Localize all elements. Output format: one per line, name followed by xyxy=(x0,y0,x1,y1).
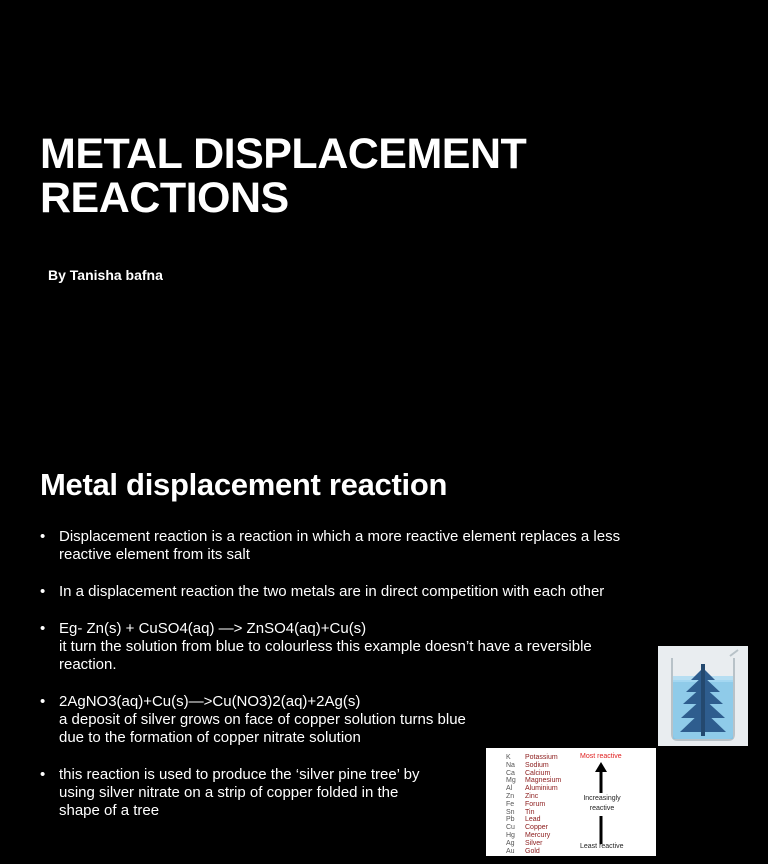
content-slide xyxy=(0,432,768,864)
element-name: Gold xyxy=(525,847,540,855)
element-name: Magnesium xyxy=(525,777,562,785)
element-symbol: Na xyxy=(506,761,515,769)
bullet-line: due to the formation of copper nitrate solution xyxy=(59,729,361,746)
element-symbols xyxy=(506,754,516,855)
increasing-label-line: Increasingly xyxy=(583,795,621,802)
element-name: Forum xyxy=(525,800,546,808)
bullet-line: • Displacement reaction is a reaction in which a more reactive element replaces a less xyxy=(59,528,621,545)
author-name: By Tanisha bafna xyxy=(48,267,163,283)
element-symbol: Fe xyxy=(506,800,515,808)
most-reactive-label: Most reactive xyxy=(580,753,622,760)
element-names xyxy=(525,754,561,855)
element-symbol: Hg xyxy=(506,831,515,839)
bullet-line: using silver nitrate on a strip of copper folded in the xyxy=(59,784,399,801)
element-name: Copper xyxy=(525,824,548,832)
bullet-item xyxy=(38,693,698,747)
bullet-item xyxy=(38,620,698,674)
element-symbol: Mg xyxy=(506,777,516,785)
element-name: Mercury xyxy=(525,831,551,839)
bullet-line: • In a displacement reaction the two metals are in direct competition with each other xyxy=(59,583,605,600)
bullet-line: • this reaction is used to produce the ‘silver pine tree’ by xyxy=(59,766,420,783)
element-symbol: Sn xyxy=(506,808,515,816)
element-symbol: Zn xyxy=(506,792,515,800)
element-symbol: Al xyxy=(506,785,513,793)
bullet-item xyxy=(38,528,698,564)
bullet-line: shape of a tree xyxy=(59,802,160,819)
element-name: Tin xyxy=(525,808,535,816)
element-name: Aluminium xyxy=(525,785,558,793)
bullet-line: a deposit of silver grows on face of copper solution turns blue xyxy=(59,711,466,728)
beaker-illustration xyxy=(658,646,748,746)
element-symbol: Au xyxy=(506,847,515,855)
element-name: Sodium xyxy=(525,761,549,769)
bullet-line: reactive element from its salt xyxy=(59,546,250,563)
bullet-line: • 2AgNO3(aq)+Cu(s)—>Cu(NO3)2(aq)+2Ag(s) xyxy=(59,693,361,710)
element-symbol: K xyxy=(506,754,511,761)
reactivity-series-image xyxy=(486,748,656,856)
increasing-reactive-label xyxy=(580,794,624,814)
slide-title: METAL DISPLACEMENT REACTIONS xyxy=(40,130,527,222)
element-name: Silver xyxy=(525,839,543,847)
content-title: Metal displacement reaction xyxy=(40,467,448,502)
element-name: Potassium xyxy=(525,754,558,761)
bullet-line: • Eg- Zn(s) + CuSO4(aq) —> ZnSO4(aq)+Cu(s) xyxy=(59,620,367,637)
element-name: Calcium xyxy=(525,769,551,777)
element-symbol: Ag xyxy=(506,839,515,847)
bullet-line: it turn the solution from blue to colourless this example doesn’t have a reversible xyxy=(59,638,592,655)
bullet-line: reaction. xyxy=(59,656,117,673)
element-name: Zinc xyxy=(525,792,539,800)
bullet-item xyxy=(38,766,499,820)
element-symbol: Pb xyxy=(506,816,515,824)
least-reactive-label: Least reactive xyxy=(580,843,624,850)
element-symbol: Ca xyxy=(506,769,515,777)
element-symbol: Cu xyxy=(506,824,515,832)
beaker-image xyxy=(658,646,748,746)
increasing-label-line: reactive xyxy=(589,805,615,812)
element-name: Lead xyxy=(525,816,541,824)
bullet-item xyxy=(38,583,698,601)
